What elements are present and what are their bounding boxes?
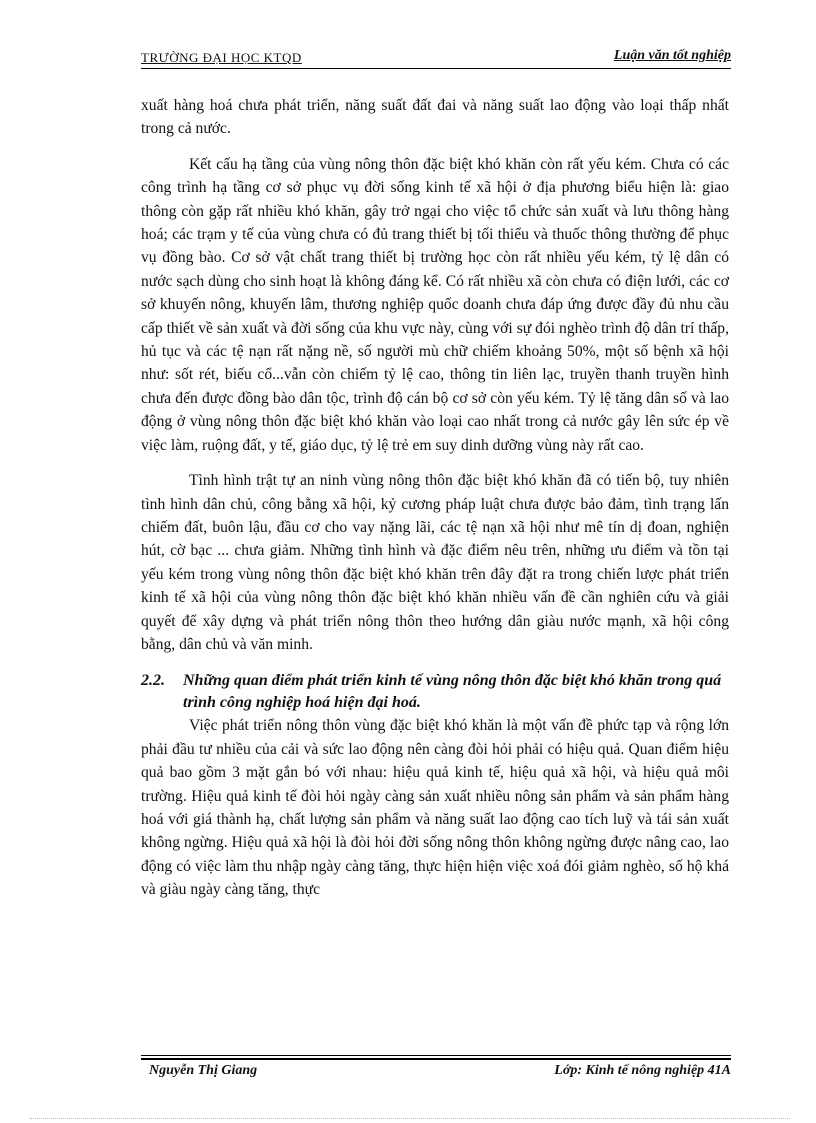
page-header [141,48,731,69]
footer-rule-thick [141,1058,731,1060]
footer-author: Nguyễn Thị Giang [149,1063,258,1077]
section-number: 2.2. [141,672,165,690]
section-heading [141,670,729,714]
paragraph-development: Việc phát triển nông thôn vùng đặc biệt khó khăn là một vấn đề phức tạp và rộng lớn phải đầu tư nhiều của cải và sức lao động nên càng đòi hỏi phải có hiệu quả. Quan điểm hiệu quả bao gồm 3 mặt gắn bó với nhau: hiệu quả kinh tế, hiệu quả xã hội, và hiệu quả môi trường. Hiệu quả kinh tế đòi hỏi ngày càng sản xuất nhiều nông sản phẩm và sản phẩm hàng hoá với giá thành hạ, chất lượng sản phẩm và năng suất lao động cao tích luỹ và tái sản xuất không ngừng. Hiệu quả xã hội là đòi hỏi đời sống nông thôn không ngừng được nâng cao, lao động có việc làm thu nhập ngày càng tăng, thực hiện hiện việc xoá đói giảm nghèo, số hộ khá và giàu ngày càng tăng, thực [141,717,729,899]
section-title: Những quan điểm phát triển kinh tế vùng nông thôn đặc biệt khó khăn trong quá trình công nghiệp hoá hiện đại hoá. [183,672,722,712]
page-footer [141,1063,731,1077]
paragraph-continuation: xuất hàng hoá chưa phát triển, năng suất đất đai và năng suất lao động vào loại thấp nhất trong cả nước. [141,97,729,138]
footer-rule-thin [141,1055,731,1056]
header-university: TRƯỜNG ĐẠI HỌC KTQD [141,50,302,65]
header-document-type: Luận văn tốt nghiệp [613,48,731,63]
document-body [141,94,729,902]
page-edge-divider [30,1118,790,1119]
paragraph-security: Tình hình trật tự an ninh vùng nông thôn đặc biệt khó khăn đã có tiến bộ, tuy nhiên tình hình dân chủ, công bằng xã hội, kỷ cương pháp luật chưa được bảo đảm, tình trạng lấn chiếm đất, buôn lậu, đầu cơ cho vay nặng lãi, các tệ nạn xã hội như mê tín dị đoan, nghiện hút, cờ bạc ... chưa giảm. Những tình hình và đặc điểm nêu trên, những ưu điểm và tồn tại yếu kém trong vùng nông thôn đặc biệt khó khăn trên đây đặt ra trong chiến lược phát triển kinh tế xã hội của vùng nông thôn đặc biệt khó khăn nhiều vấn đề cần nghiên cứu và giải quyết để xây dựng và phát triển nông thôn theo hướng dân giàu nước mạnh, xã hội công bằng, dân chủ và văn minh. [141,472,729,653]
footer-class: Lớp: Kinh tế nông nghiệp 41A [554,1063,731,1077]
paragraph-infrastructure: Kết cấu hạ tầng của vùng nông thôn đặc biệt khó khăn còn rất yếu kém. Chưa có các công trình hạ tầng cơ sở phục vụ đời sống kinh tế xã hội ở địa phương biểu hiện là: giao thông còn gặp rất nhiều khó khăn, gây trở ngại cho việc tổ chức sản xuất và lưu thông hàng hoá; các trạm y tế của vùng chưa có đủ trang thiết bị tối thiểu và thuốc thông thường để phục vụ đồng bào. Cơ sở vật chất trang thiết bị trường học còn rất nhiều yếu kém, tỷ lệ dân có nước sạch dùng cho sinh hoạt là không đáng kể. Có rất nhiều xã còn chưa có điện lưới, các cơ sở khuyến nông, khuyến lâm, thương nghiệp quốc doanh chưa đáp ứng được đầy đủ nhu cầu cấp thiết về sản xuất và đời sống của khu vực này, cùng với sự đói nghèo trình độ dân trí thấp, hủ tục và các tệ nạn rất nặng nề, số người mù chữ chiếm khoảng 50%, một số bệnh xã hội như: sốt rét, biếu cổ...vẫn còn chiếm tỷ lệ cao, thông tin liên lạc, truyền thanh truyền hình chưa đến được đồng bào dân tộc, trình độ cán bộ cơ sở còn yếu kém. Tỷ lệ tăng dân số và lao động ở vùng nông thôn đặc biệt khó khăn vào loại cao nhất trong cả nước gây lên sức ép về việc làm, ruộng đất, y tế, giáo dục, tỷ lệ trẻ em suy dinh dưỡng vùng này rất cao. [141,155,729,454]
